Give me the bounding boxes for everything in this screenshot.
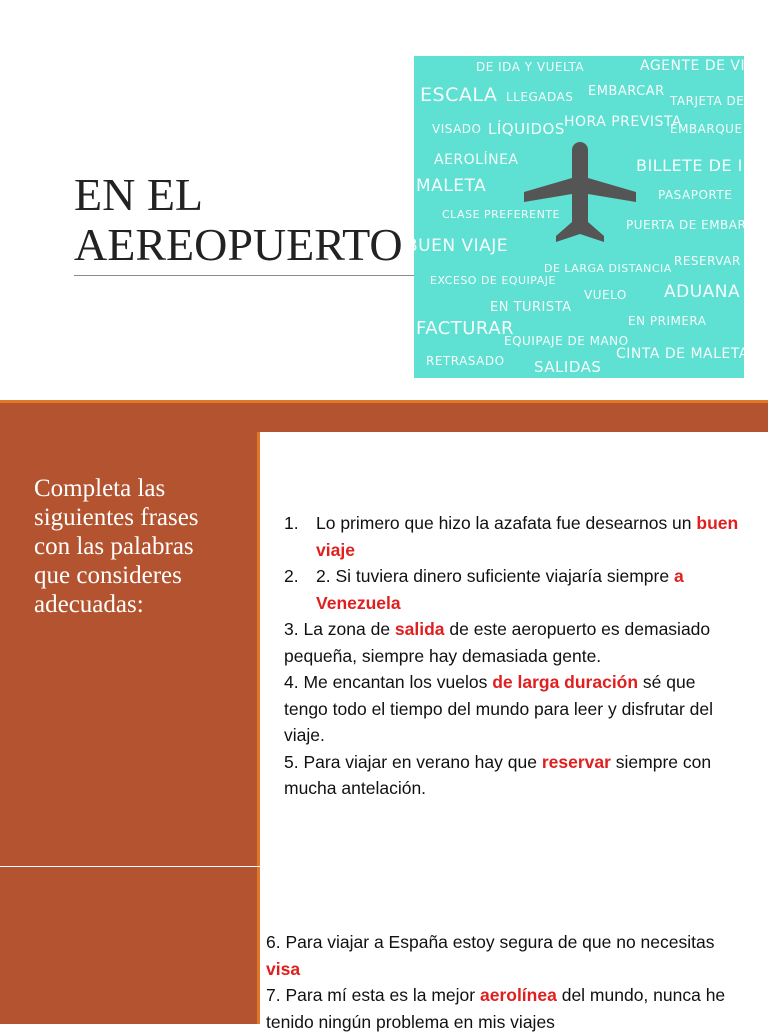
sentence-text: de este aeropuerto es demasiado pequeña, siempre hay demasiada gente. <box>284 619 711 666</box>
cloud-word: RESERVAR <box>674 254 741 268</box>
sentence-text: siempre con mucha antelación. <box>284 751 712 798</box>
instruction-panel <box>0 867 257 1024</box>
answer-word: visa <box>266 958 301 979</box>
cloud-word: LÍQUIDOS <box>488 120 565 138</box>
sentence-text: del mundo, nunca he tenido ningún problema en mis viajes <box>266 985 726 1032</box>
exercise-sentences <box>284 510 744 802</box>
sentence-text: 4. Me encantan los vuelos <box>284 672 493 692</box>
cloud-word: ESCALA <box>420 84 498 106</box>
cloud-word: VUELO <box>584 288 627 302</box>
cloud-word: DE LARGA DISTANCIA <box>544 262 672 275</box>
cloud-word: EQUIPAJE DE MANO <box>504 334 629 348</box>
cloud-word: HORA PREVISTA <box>564 114 682 130</box>
exercise-slide <box>0 432 768 866</box>
cloud-word: VISADO <box>432 122 482 136</box>
cloud-word: AGENTE DE VIAJE <box>640 58 770 74</box>
cloud-word: CINTA DE MALETAS <box>616 346 759 362</box>
cloud-word: RETRASADO <box>426 354 505 368</box>
title-line-2: AEREOPUERTO <box>74 219 403 270</box>
sentence-text: 5. Para viajar en verano hay que <box>284 751 542 772</box>
instruction-panel <box>0 432 257 866</box>
sentence-text: 2. Si tuviera dinero suficiente viajaría siempre <box>316 566 674 586</box>
title-line-1: EN EL <box>74 169 204 220</box>
cloud-word: BUEN VIAJE <box>406 236 508 256</box>
answer-word: reservar <box>541 751 611 772</box>
cloud-word: EXCESO DE EQUIPAJE <box>430 274 556 287</box>
cloud-word: LLEGADAS <box>506 90 574 104</box>
answer-word: salida <box>394 619 445 639</box>
title-slide <box>0 0 774 400</box>
panel-accent-line <box>257 867 260 1024</box>
answer-word: a Venezuela <box>316 566 684 613</box>
item-number: 1. <box>284 513 299 533</box>
cloud-word: MALETA <box>416 176 487 196</box>
sentence-paragraph <box>266 982 736 1035</box>
answer-word: aerolínea <box>479 985 557 1005</box>
cloud-word: AEROLÍNEA <box>434 152 519 168</box>
sentence-paragraph <box>284 749 744 802</box>
list-item <box>284 510 744 563</box>
answer-word: de larga duración <box>492 672 639 692</box>
airport-word-cloud <box>406 56 774 378</box>
sentence-text: Lo primero que hizo la azafata fue desearnos un <box>316 513 697 533</box>
panel-accent-line <box>257 432 260 866</box>
cloud-word: TARJETA DE <box>670 94 745 108</box>
instruction-text: Completa las siguientes frases con las palabras que consideres adecuadas: <box>34 475 199 618</box>
cloud-word: SALIDAS <box>534 358 602 376</box>
item-number: 2. <box>284 566 299 586</box>
cloud-word: FACTURAR <box>416 318 515 339</box>
cloud-word: EMBARCAR <box>588 84 665 99</box>
sentence-text: 6. Para viajar a España estoy segura de que no necesitas <box>266 932 715 952</box>
answer-word: buen viaje <box>316 513 739 560</box>
cloud-word: ADUANA <box>664 282 741 302</box>
sentence-paragraph <box>284 669 744 749</box>
cloud-word: DE IDA Y VUELTA <box>476 60 585 74</box>
cloud-word: EN PRIMERA <box>628 314 707 328</box>
cloud-word: BILLETE DE IDA <box>636 156 767 175</box>
list-item <box>284 563 744 616</box>
sentence-text: 7. Para mí esta es la mejor <box>266 985 480 1005</box>
exercise-sentences <box>266 929 736 1035</box>
slide-title <box>74 170 403 270</box>
slide-separator-band <box>0 400 768 432</box>
airplane-icon <box>520 138 640 248</box>
title-underline <box>74 275 414 276</box>
cloud-word: EN TURISTA <box>490 300 572 315</box>
sentence-paragraph <box>266 929 736 982</box>
cloud-word: PUERTA DE EMBARQUE <box>626 218 774 232</box>
sentence-text: 3. La zona de <box>284 619 395 639</box>
cloud-word: EMBARQUE <box>670 122 743 136</box>
cloud-word: PASAPORTE <box>658 188 733 202</box>
cloud-word: CLASE PREFERENTE <box>442 208 561 221</box>
exercise-slide-continued <box>0 867 768 1032</box>
sentence-text: sé que tengo todo el tiempo del mundo para leer y disfrutar del viaje. <box>284 672 714 745</box>
sentence-paragraph <box>284 616 744 669</box>
